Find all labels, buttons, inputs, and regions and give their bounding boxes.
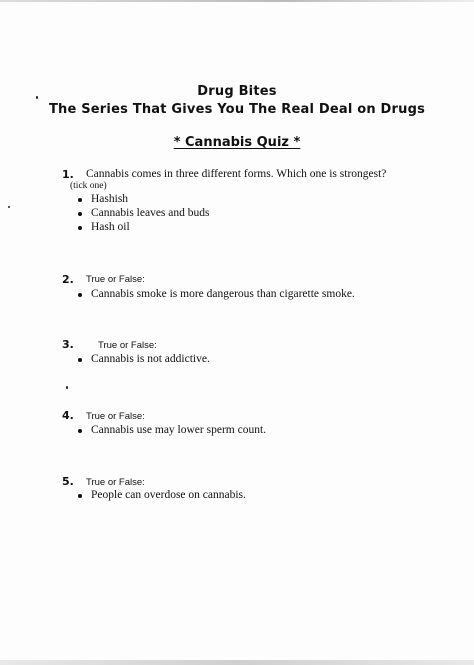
scan-speck [66,386,68,389]
bullet-icon [78,226,82,230]
question-1-number: 1. [62,168,74,181]
question-4-number: 4. [62,409,74,422]
title-line-2: The Series That Gives You The Real Deal on Drugs [48,102,426,117]
bullet-icon [78,212,82,216]
bullet-icon [78,293,82,297]
question-3-number: 3. [62,338,74,351]
quiz-title [0,135,474,150]
option-text: People can overdose on cannabis. [91,489,246,501]
question-1-instruction: (tick one) [70,181,107,191]
option-text: Cannabis is not addictive. [91,353,210,365]
option-text: Cannabis leaves and buds [91,207,210,219]
option-text: Cannabis use may lower sperm count. [91,424,267,436]
question-2-number: 2. [62,273,74,286]
option-text: Hashish [91,193,129,205]
scan-speck [8,206,10,208]
bullet-icon [78,429,82,433]
question-4-prompt: True or False: [86,411,145,422]
option-text: Cannabis smoke is more dangerous than cigarette smoke. [91,288,355,300]
bullet-icon [78,198,82,202]
option-text: Hash oil [91,221,130,233]
question-3-prompt: True or False: [98,340,157,351]
quiz-title-text: * Cannabis Quiz * [173,135,301,150]
question-1-prompt: Cannabis comes in three different forms. Which one is strongest? [86,168,387,180]
scan-edge-bottom [0,660,474,665]
bullet-icon [78,358,82,362]
question-5-number: 5. [62,475,74,488]
question-5-prompt: True or False: [86,477,145,488]
scan-edge-top [0,0,474,2]
question-2-prompt: True or False: [86,274,145,285]
title-line-1: Drug Bites [197,84,277,99]
bullet-icon [78,494,82,498]
